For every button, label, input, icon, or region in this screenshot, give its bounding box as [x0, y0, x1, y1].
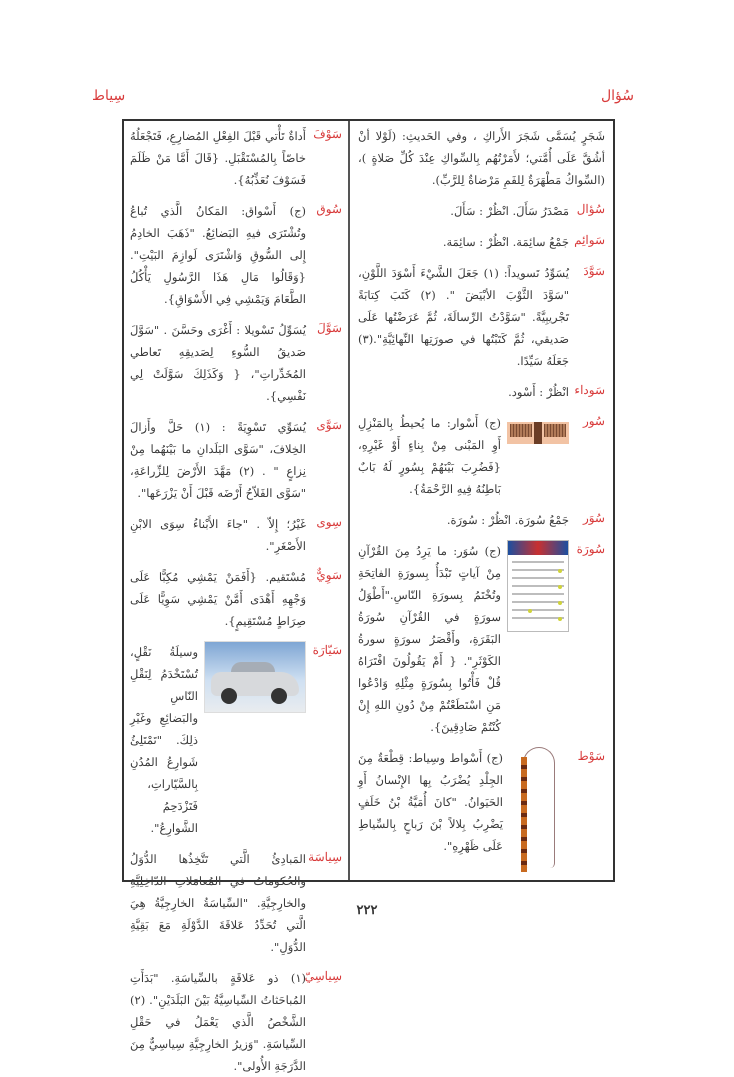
- headword: سَوداء: [574, 383, 605, 397]
- entry: [358, 747, 605, 877]
- definition: (١) ذو عَلاقَةٍ بالسِّياسَةِ. "بَدَأَتِ المُباحَثاتُ السِّياسِيَّةُ بَيْنَ البَلَدَيْنِ". (٢) الشَّخْصُ الَّذي يَعْمَلُ في حَقْلِ السِّياسَةِ. "وَزيرُ الخارِجِيَّةِ سِياسِيٌّ مِنَ الدَّرَجَةِ الأُولى".: [130, 971, 306, 1073]
- headword: سِياسَة: [308, 850, 342, 864]
- definition-with-image: [358, 540, 569, 738]
- definition: يُسَوِّلُ تَسْويلا : أَغْرَى وحَسَّنَ . "سَوَّلَ صَديقُ السُّوءِ لِصَديقِهِ تَعاطي المُخَدِّراتِ"، { وَكَذَلِكَ سَوَّلَتْ لِي نَفْسِي}.: [130, 323, 306, 403]
- definition-with-image: [358, 412, 569, 500]
- entry: [358, 381, 605, 403]
- definition: (ج) سُوَر: ما يَرِدُ مِنَ القُرْآنِ مِنْ آياتٍ تَبْدَأُ بِسورَةِ الفاتِحَةِ وتُخْتَمُ بِسورَةِ النّاسِ."أَطْوَلُ سورَةٍ في القُرْآنِ سُورَةُ البَقَرَةِ، وأَقْصَرُ سورَةٍ سورةُ الكَوْثَرِ". { أَمْ يَقُولُونَ افْتَرَاهُ قُلْ فَأْتُوا بِسُورَةٍ مِثْلِهِ وَادْعُوا مَنِ اسْتَطَعْتُمْ مِنْ دُونِ اللهِ إِنْ كُنْتُمْ صَادِقِينَ}.: [358, 544, 501, 734]
- headword: سُؤال: [576, 202, 605, 216]
- entry: [358, 262, 605, 372]
- headword: سَوَّدَ: [583, 264, 605, 278]
- definition: (ج) أَسْواق: المَكانُ الَّذي تُباعُ وتُشْتَرَى فيهِ البَضائِعُ. "ذَهَبَ الخادِمُ إِلى السُّوقِ وَاشْتَرَى لَوازِمَ البَيْتِ". {وَقَالُوا مَالِ هَذَا الرَّسُولِ يَأْكُلُ الطَّعَامَ وَيَمْشِي فِي الأَسْوَاقِ}.: [130, 204, 306, 306]
- headword: سُوق: [316, 202, 342, 216]
- entry: [130, 125, 342, 191]
- entry: [358, 540, 605, 738]
- definition: انْظُرْ : أَسْود.: [508, 385, 569, 399]
- page-number: ٢٢٢: [356, 903, 378, 918]
- headword: سِياسِيّ: [304, 969, 342, 983]
- definition: أَداةٌ تَأْتي قَبْلَ الفِعْلِ المُضارِعِ، فَتَجْعَلُهُ خاصّاً بِالمُسْتَقْبَلِ. {قَالَ أَمَّا مَنْ ظَلَمَ فَسَوْفَ نُعَذِّبُهُ}.: [130, 129, 306, 187]
- entry: [358, 509, 605, 531]
- definition: (ج) أَسْوار: ما يُحيطُ بِالمَنْزِلِ أَوِ المَبْنى مِنْ بِناءٍ أَوْ غَيْرِهِ، {فَضُرِبَ بَيْنَهُمْ بِسُورٍ لَهُ بَابٌ بَاطِنُهُ فِيهِ الرَّحْمَةُ}.: [358, 416, 501, 496]
- definition: المَبادِئُ الَّتي تَتَّخِذُها الدُّوَلُ والحُكوماتُ في المُعامَلاتِ الدّاخِلِيَّةِ والخارِجِيَّةِ. "السِّياسَةُ الخارِجِيَّةُ هِيَ الَّتي تُحَدِّدُ عَلاقَةَ الدَّوْلَةِ مَعَ بَقِيَّةِ الدُّوَلِ".: [130, 852, 306, 954]
- entry: [130, 566, 342, 632]
- headword: سَوَّى: [316, 418, 342, 432]
- guide-word-last: سِياط: [92, 88, 126, 104]
- entry: [130, 200, 342, 310]
- definition: غَيْرُ؛ إِلاّ . "جاءَ الأَبْناءُ سِوَى الابْنِ الأَصْغَرِ".: [130, 517, 306, 553]
- headword: سُورَة: [576, 542, 605, 556]
- right-column: [348, 121, 613, 880]
- entry: [358, 412, 605, 500]
- continuation-text: شَجَرٍ يُسَمَّى شَجَرَ الأَراكِ ، وفي الحَديثِ: (لَوْلا أنْ أشُقَّ عَلَى أُمَّتي؛ لأَمَرْتُهُم بِالسِّواكِ عِنْدَ كُلِّ صَلاةٍ )، (السِّواكُ مَطْهَرَةٌ لِلفَمِ مَرْضاةٌ لِلرَّبِّ).: [358, 129, 605, 187]
- quran-page-image: [507, 540, 569, 738]
- headword: سَيّارَة: [312, 643, 342, 657]
- fence-illustration: [507, 422, 569, 444]
- definition: مَصْدَرُ سَأَلَ. انْظُرْ : سَأَلَ.: [450, 204, 569, 218]
- headword: سَوَّلَ: [317, 321, 342, 335]
- entry: [130, 513, 342, 557]
- definition-with-image: [130, 641, 306, 839]
- headword: سُور: [582, 414, 605, 428]
- quran-illustration: [507, 540, 569, 632]
- definition: يُسَوِّي تَسْوِيَةً : (١) حَلَّ وأَزالَ الخِلافَ، "سَوَّى البَلَدانِ ما بَيْنَهُما مِنْ نِزاعٍ " . (٢) مَهَّدَ الأَرْضَ لِلزِّراعَةِ، "سَوَّى الفَلاّحُ أَرْضَه قَبْلَ أَنْ يَزْرَعَها".: [130, 420, 306, 500]
- headword: سُوَر: [582, 511, 605, 525]
- definition: جَمْعُ سائِمَة. انْظُرْ : سائِمَة.: [442, 235, 569, 249]
- left-column: [124, 121, 348, 1073]
- headword: سَوْفَ: [313, 127, 342, 141]
- definition: مُسْتَقيم. {أَفَمَنْ يَمْشِي مُكِبًّا عَلَى وَجْهِهِ أَهْدَى أَمَّنْ يَمْشِي سَوِيًّا عَلَى صِرَاطٍ مُسْتَقِيمٍ}.: [130, 570, 306, 628]
- definition: يُسَوِّدُ تَسويداً: (١) جَعَلَ الشَّيْءَ أَسْوَدَ اللَّوْنِ، "سَوَّدَ الثَّوْبَ الأبْيَضَ ". (٢) كَتَبَ كِتابَةً تَجْريبِيَّةً. "سَوَّدْتُ الرِّسالَةَ، ثُمَّ عَرَضْتُها عَلَى صَديقي، ثُمَّ كَتَبْتُها في صورَتِها النِّهائِيَّةِ".(٣) جَعَلَهُ سَيِّدًا.: [358, 266, 569, 368]
- entry: [130, 319, 342, 407]
- definition: (ج) أَسْواط وسِياط: قِطْعَةٌ مِنَ الجِلْدِ يُضْرَبُ بِها الإِنْسانُ أَوِ الحَيَوانُ. "كانَ أُمَيَّةُ بْنُ خَلَفٍ يَضْرِبُ بِلالاً بْنَ رَباحٍ بِالسِّياطِ عَلَى ظَهْرِهِ".: [358, 751, 503, 853]
- wall-fence-image: [507, 412, 569, 500]
- headword: سَوِيٌّ: [316, 568, 342, 582]
- headword: سَوائِم: [574, 233, 605, 247]
- entry: [358, 231, 605, 253]
- headword: سَوْط: [577, 749, 605, 763]
- entry: [130, 416, 342, 504]
- definition-with-image: [358, 747, 569, 877]
- entry: [130, 967, 342, 1077]
- whip-image: [509, 747, 569, 877]
- guide-word-first: سُؤال: [600, 88, 634, 104]
- car-illustration: [204, 641, 306, 713]
- car-image: [204, 641, 306, 839]
- headword: سِوى: [316, 515, 342, 529]
- entry: [358, 200, 605, 222]
- definition: وسيلَةُ نَقْلٍ، تُسْتَخْدَمُ لِنَقْلِ النّاسِ والبَضائِعِ وغَيْرِ ذلِكَ. "تَمْتَلِئُ شَوارِعُ المُدُنِ بِالسَّيّاراتِ، فَتَزْدَحِمُ الشَّوارِعُ".: [130, 645, 198, 835]
- whip-illustration: [509, 747, 569, 877]
- entry: [130, 641, 342, 839]
- definition: جَمْعُ سُورَة. انْظُرْ : سُورَة.: [446, 513, 569, 527]
